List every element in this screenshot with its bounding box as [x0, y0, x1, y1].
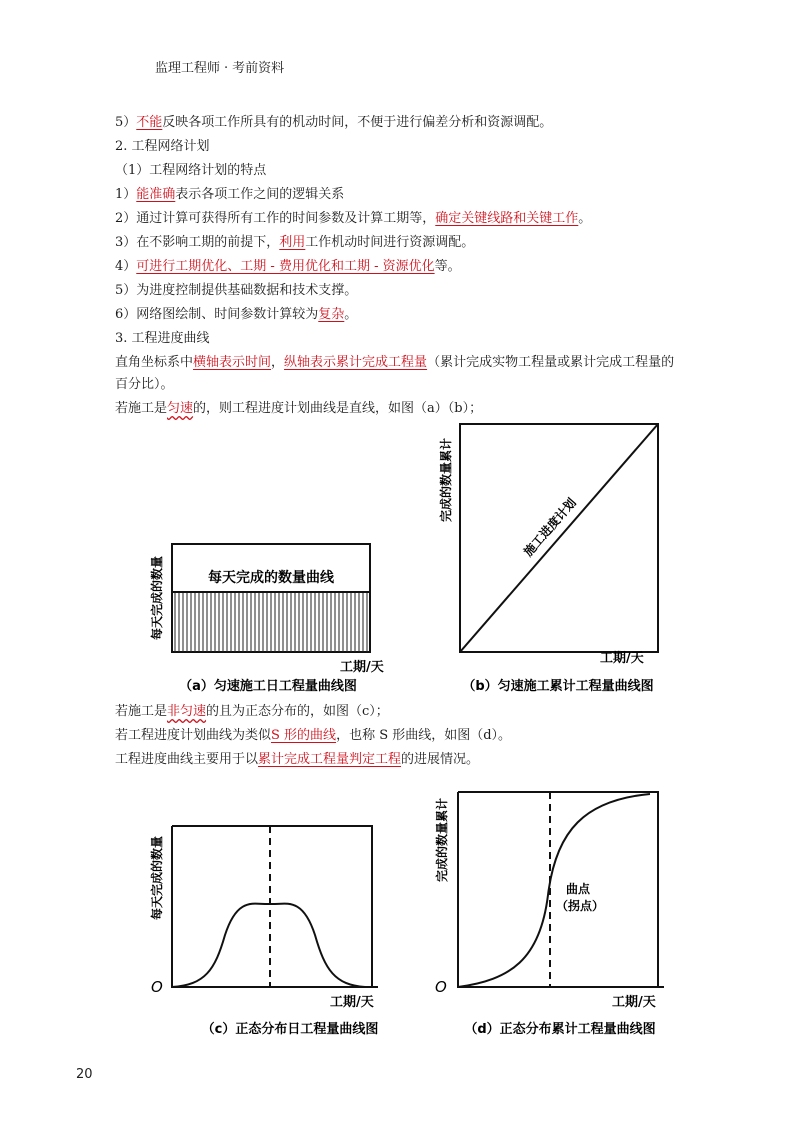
header-separator: ·	[224, 61, 229, 76]
fig-d-inflection-label: 曲点	[566, 882, 591, 896]
text-span: 若施工是	[115, 401, 168, 416]
section-heading: 2. 工程网络计划	[115, 139, 210, 154]
fig-c-ylabel: 每天完成的数量	[150, 835, 164, 921]
text-span: 。	[578, 211, 592, 226]
text-span: 反映各项工作所具有的机动时间，不便于进行偏差分析和资源调配。	[162, 115, 553, 130]
text-span: 若工程进度计划曲线为类似	[115, 728, 272, 743]
highlight-text: 能准确	[136, 187, 176, 202]
fig-d-frame	[458, 792, 658, 987]
fig-c-caption: （c）正态分布日工程量曲线图	[201, 1022, 379, 1037]
text-span: 表示各项工作之间的逻辑关系	[175, 187, 345, 202]
fig-a-curve-label: 每天完成的数量曲线	[208, 570, 334, 586]
header-subtitle: 考前资料	[232, 61, 285, 76]
text-span: 工作机动时间进行资源调配。	[305, 235, 475, 250]
text-span: 2）通过计算可获得所有工作的时间参数及计算工期等，	[115, 211, 436, 226]
highlight-text: 纵轴表示累计完成工程量	[284, 355, 428, 370]
highlight-text: 横轴表示时间	[193, 355, 272, 370]
text-span: 3）在不影响工期的前提下，	[115, 235, 280, 250]
header-title: 监理工程师	[155, 61, 221, 76]
text-line: 5）为进度控制提供基础数据和技术支撑。	[115, 283, 358, 298]
fig-b-caption: （b）匀速施工累计工程量曲线图	[462, 679, 654, 694]
highlight-text: S 形的曲线	[271, 728, 337, 743]
highlight-text: 不能	[136, 115, 163, 130]
fig-d-inflection-note: （拐点）	[556, 899, 605, 913]
fig-d-axes	[458, 792, 664, 987]
fig-d-caption: （d）正态分布累计工程量曲线图	[464, 1022, 656, 1037]
section-heading: 3. 工程进度曲线	[115, 331, 210, 346]
text-span: 6）网络图绘制、时间参数计算较为	[115, 307, 319, 322]
text-span: ，	[271, 355, 285, 370]
page-number: 20	[76, 1067, 93, 1082]
text-span: （累计完成实物工程量或累计完成工程量的	[427, 355, 675, 370]
highlight-text: 匀速	[167, 401, 194, 416]
text-span: 工程进度曲线主要用于以	[115, 752, 259, 767]
text-span: 的，则工程进度计划曲线是直线，如图（a）（b）；	[193, 401, 483, 416]
highlight-text: 利用	[279, 235, 306, 250]
highlight-text: 累计完成工程量判定工程	[258, 752, 402, 767]
text-span: 直角坐标系中	[115, 355, 194, 370]
text-span: ，也称 S 形曲线，如图（d）。	[336, 728, 512, 743]
fig-d-s-curve	[458, 794, 650, 987]
text-span: 的且为正态分布的，如图（c）；	[206, 704, 389, 719]
subsection-heading: （1）工程网络计划的特点	[115, 163, 267, 178]
text-span: 1）	[115, 187, 137, 202]
highlight-text: 确定关键线路和关键工作	[435, 211, 579, 226]
fig-c-frame	[172, 826, 372, 987]
fig-c-axes	[172, 826, 378, 987]
fig-c-normal-curve	[172, 904, 365, 987]
text-span: 5）	[115, 115, 137, 130]
fig-d-ylabel: 完成的数量累计	[435, 797, 449, 883]
fig-a-caption: （a）匀速施工日工程量曲线图	[179, 679, 357, 694]
fig-c-origin: O	[151, 978, 163, 996]
fig-c-xlabel: 工期/天	[330, 995, 374, 1010]
fig-d-xlabel: 工期/天	[612, 995, 656, 1010]
text-span: 等。	[434, 259, 461, 274]
text-line: 百分比）。	[115, 377, 174, 392]
highlight-text: 非匀速	[167, 704, 207, 719]
fig-a-xlabel: 工期/天	[340, 660, 384, 675]
fig-b-xlabel: 工期/天	[600, 651, 644, 666]
text-span: 若施工是	[115, 704, 168, 719]
fig-b-ylabel: 完成的数量累计	[439, 437, 453, 523]
fig-a-ylabel: 每天完成的数量	[150, 555, 164, 641]
highlight-text: 复杂	[318, 307, 345, 322]
fig-d-origin: O	[435, 978, 447, 996]
text-span: 4）	[115, 259, 137, 274]
fig-b-line-label: 施工进度计划	[521, 495, 579, 560]
highlight-text: 可进行工期优化、工期 - 费用优化和工期 - 资源优化	[136, 259, 435, 274]
text-span: 。	[344, 307, 358, 322]
text-span: 的进展情况。	[401, 752, 480, 767]
